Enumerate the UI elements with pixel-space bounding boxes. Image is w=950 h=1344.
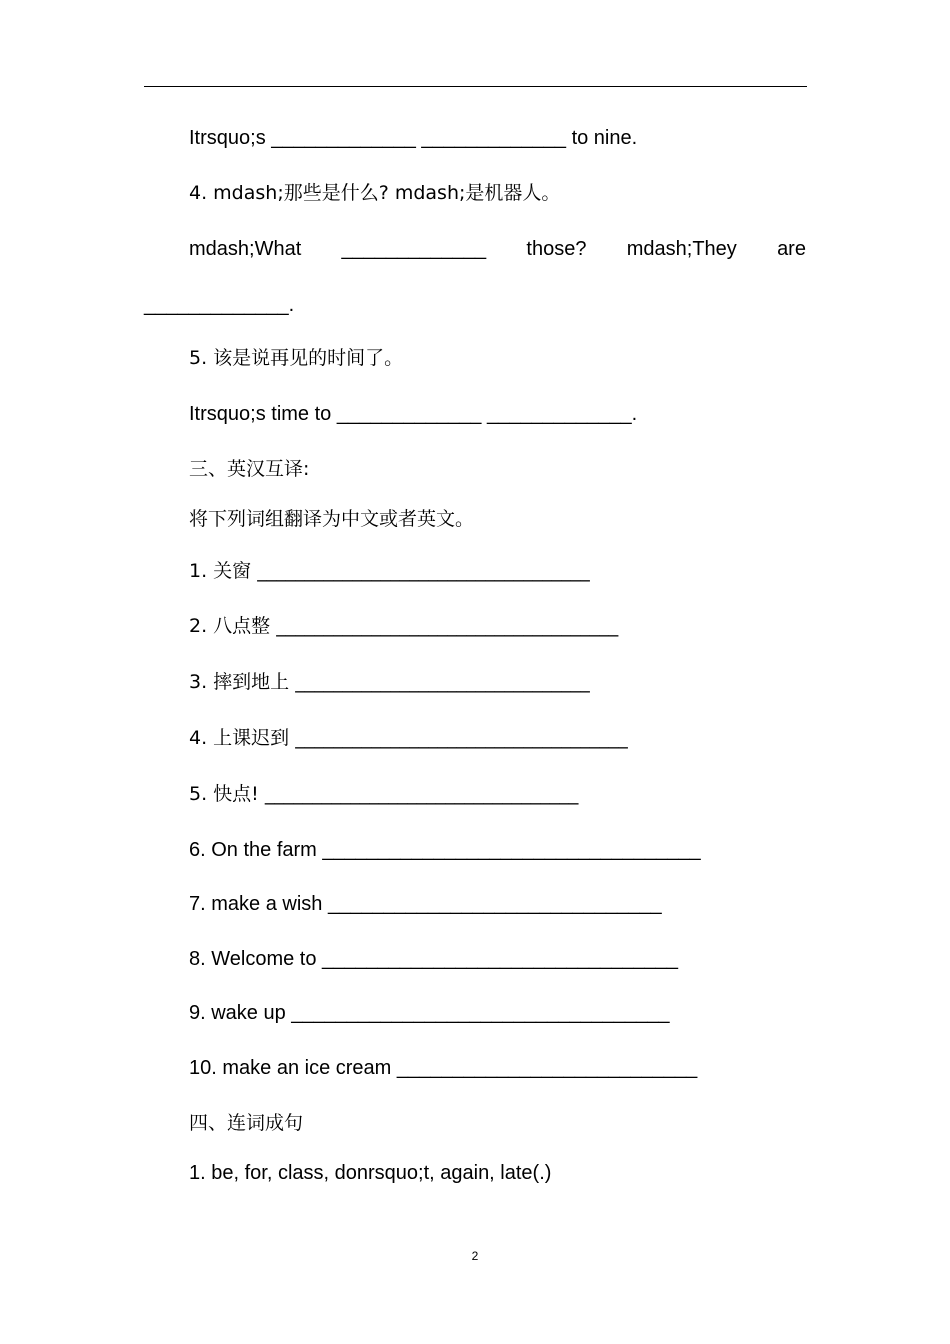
text-word: are [777, 238, 806, 260]
text-word: those? [526, 238, 587, 260]
text-word: mdash;What [189, 238, 302, 260]
question-5-english: Itrsquo;s time to _____________ _____________. [189, 403, 638, 425]
section-3-instruction: 将下列词组翻译为中文或者英文。 [189, 508, 475, 530]
translation-item-6: 6. On the farm __________________________________ [189, 839, 701, 861]
page-number: 2 [471, 1249, 479, 1263]
text-word: mdash;They [626, 238, 737, 260]
translation-item-1: 1. 关窗 ___________________________________ [189, 560, 590, 582]
question-5-chinese: 5. 该是说再见的时间了。 [189, 347, 404, 369]
question-4-english [189, 236, 806, 262]
translation-item-4: 4. 上课迟到 ___________________________________ [189, 727, 628, 749]
answer-blank-continued: _____________. [144, 294, 295, 316]
section-4-heading: 四、连词成句 [189, 1112, 304, 1134]
top-rule-divider [144, 86, 807, 87]
translation-item-2: 2. 八点整 ____________________________________ [189, 615, 619, 637]
translation-item-3: 3. 摔到地上 _______________________________ [189, 671, 590, 693]
section-3-heading: 三、英汉互译: [189, 458, 310, 480]
translation-item-5: 5. 快点! _________________________________ [189, 783, 579, 805]
text-line-its-to-nine: Itrsquo;s _____________ _____________ to nine. [189, 127, 638, 149]
translation-item-9: 9. wake up __________________________________ [189, 1002, 670, 1024]
translation-item-7: 7. make a wish ______________________________ [189, 893, 662, 915]
question-4-chinese: 4. mdash;那些是什么? mdash;是机器人。 [189, 182, 561, 204]
translation-item-8: 8. Welcome to ________________________________ [189, 948, 678, 970]
sentence-item-1: 1. be, for, class, donrsquo;t, again, late(.) [189, 1162, 552, 1184]
answer-blank: _____________ [341, 238, 487, 260]
translation-item-10: 10. make an ice cream ___________________________ [189, 1057, 698, 1079]
